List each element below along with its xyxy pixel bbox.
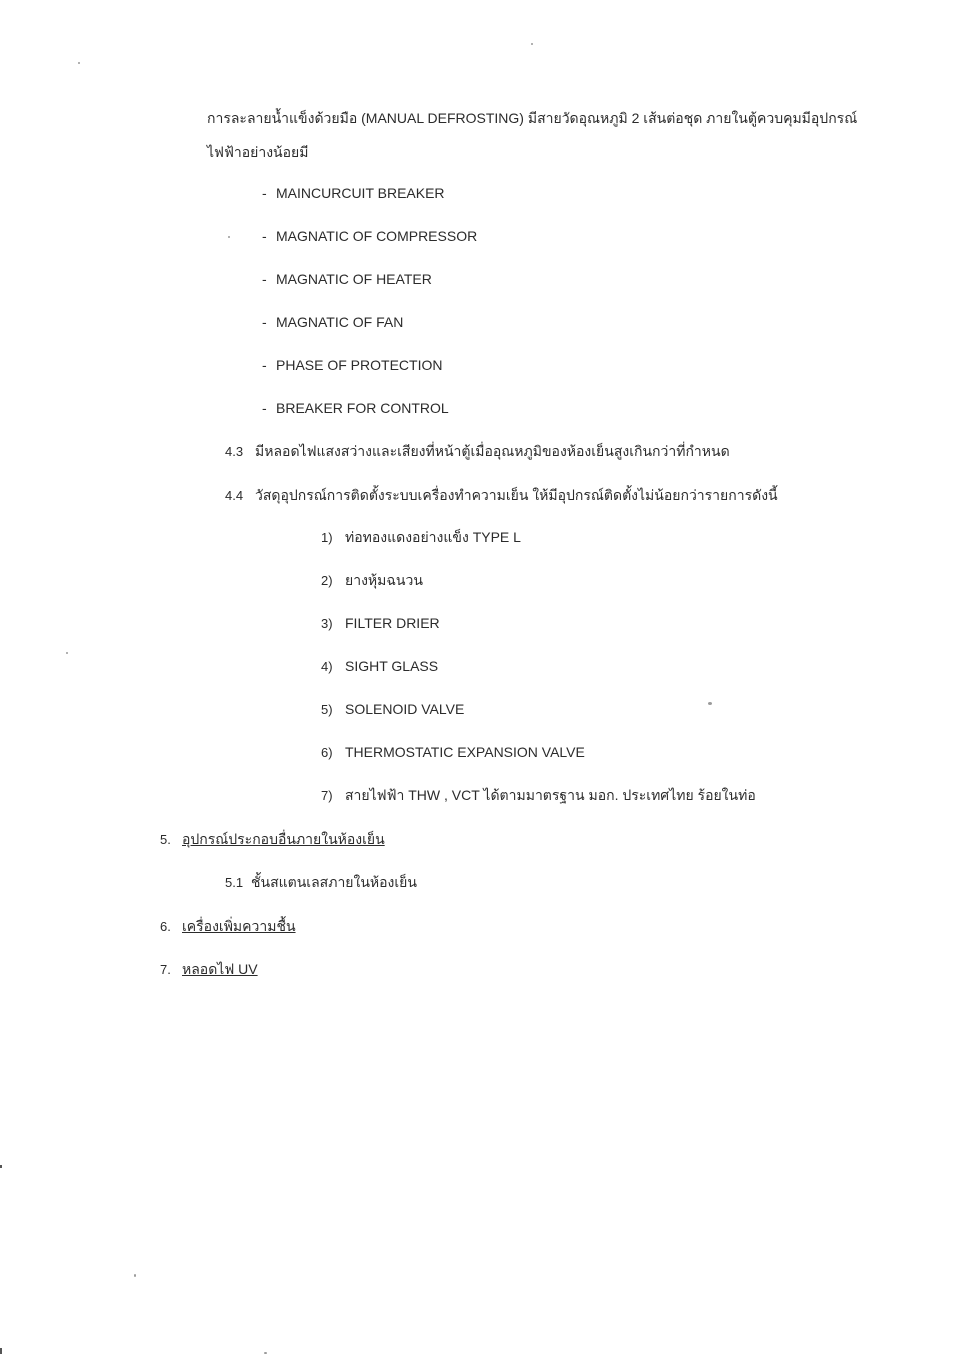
subsection-number: 5.1 bbox=[225, 875, 244, 890]
subsection-text: วัสดุอุปกรณ์การติดตั้งระบบเครื่องทำความเย็น ให้มีอุปกรณ์ติดตั้งไม่น้อยกว่ารายการดังนี้ bbox=[255, 487, 778, 503]
subsection-4-4 bbox=[225, 486, 778, 505]
scan-speck bbox=[264, 1352, 267, 1354]
list-item bbox=[321, 528, 521, 547]
section-number: 7. bbox=[160, 962, 171, 977]
list-dash: - bbox=[262, 357, 267, 373]
list-item bbox=[262, 227, 477, 245]
list-dash: - bbox=[262, 314, 267, 330]
intro-line-2: ไฟฟ้าอย่างน้อยมี bbox=[207, 144, 309, 160]
list-item bbox=[321, 743, 585, 762]
list-item-text: สายไฟฟ้า THW , VCT ได้ตามมาตรฐาน มอก. ประเทศไทย ร้อยในท่อ bbox=[345, 787, 756, 803]
subsection-text: ชั้นสแตนเลสภายในห้องเย็น bbox=[251, 874, 417, 890]
scan-speck bbox=[66, 652, 68, 654]
list-item-text: MAGNATIC OF COMPRESSOR bbox=[276, 228, 478, 244]
subsection-number: 4.4 bbox=[225, 488, 244, 503]
list-item-text: MAGNATIC OF FAN bbox=[276, 314, 404, 330]
list-item bbox=[262, 399, 449, 417]
list-item-text: MAINCURCUIT BREAKER bbox=[276, 185, 445, 201]
list-number: 3) bbox=[321, 616, 333, 631]
subsection-text: มีหลอดไฟแสงสว่างและเสียงที่หน้าตู้เมื่ออุณหภูมิของห้องเย็นสูงเกินกว่าที่กำหนด bbox=[255, 443, 730, 459]
section-number: 6. bbox=[160, 919, 171, 934]
list-item-text: MAGNATIC OF HEATER bbox=[276, 271, 432, 287]
list-item bbox=[321, 786, 756, 805]
list-item-text: ท่อทองแดงอย่างแข็ง TYPE L bbox=[345, 529, 521, 545]
list-item bbox=[262, 270, 432, 288]
section-title: หลอดไฟ UV bbox=[182, 961, 258, 977]
scan-edge-mark bbox=[0, 1348, 2, 1354]
subsection-number: 4.3 bbox=[225, 444, 244, 459]
list-dash: - bbox=[262, 400, 267, 416]
list-item-text: PHASE OF PROTECTION bbox=[276, 357, 443, 373]
subsection-4-3 bbox=[225, 442, 730, 461]
list-item-text: THERMOSTATIC EXPANSION VALVE bbox=[345, 744, 585, 760]
scan-speck bbox=[531, 43, 533, 45]
scan-speck bbox=[78, 62, 80, 64]
subsection-5-1 bbox=[225, 873, 417, 892]
section-title: เครื่องเพิ่มความชื้น bbox=[182, 918, 296, 934]
list-item bbox=[321, 571, 423, 590]
list-item bbox=[262, 313, 403, 331]
section-number: 5. bbox=[160, 832, 171, 847]
list-item-text: ยางหุ้มฉนวน bbox=[345, 572, 423, 588]
section-title: อุปกรณ์ประกอบอื่นภายในห้องเย็น bbox=[182, 831, 385, 847]
list-item-text: SIGHT GLASS bbox=[345, 658, 439, 674]
section-7-heading bbox=[160, 960, 258, 979]
list-item bbox=[262, 356, 442, 374]
list-dash: - bbox=[262, 185, 267, 201]
list-item-text: FILTER DRIER bbox=[345, 615, 440, 631]
scan-edge-mark bbox=[0, 1165, 2, 1168]
list-number: 6) bbox=[321, 745, 333, 760]
list-number: 2) bbox=[321, 573, 333, 588]
intro-line-1: การละลายน้ำแข็งด้วยมือ (MANUAL DEFROSTING) มีสายวัดอุณหภูมิ 2 เส้นต่อชุด ภายในตู้ควบคุมมีอุปกรณ์ bbox=[207, 110, 858, 126]
section-5-heading bbox=[160, 830, 385, 849]
list-dash: - bbox=[262, 228, 267, 244]
list-item bbox=[262, 184, 445, 202]
scan-speck bbox=[134, 1274, 136, 1277]
list-item-text: BREAKER FOR CONTROL bbox=[276, 400, 449, 416]
list-number: 4) bbox=[321, 659, 333, 674]
section-6-heading bbox=[160, 917, 296, 936]
list-item-text: SOLENOID VALVE bbox=[345, 701, 465, 717]
scan-speck bbox=[708, 702, 712, 705]
scan-speck bbox=[228, 236, 230, 238]
list-number: 1) bbox=[321, 530, 333, 545]
list-item bbox=[321, 614, 440, 633]
list-item bbox=[321, 700, 464, 719]
list-item bbox=[321, 657, 438, 676]
list-dash: - bbox=[262, 271, 267, 287]
list-number: 7) bbox=[321, 788, 333, 803]
list-number: 5) bbox=[321, 702, 333, 717]
